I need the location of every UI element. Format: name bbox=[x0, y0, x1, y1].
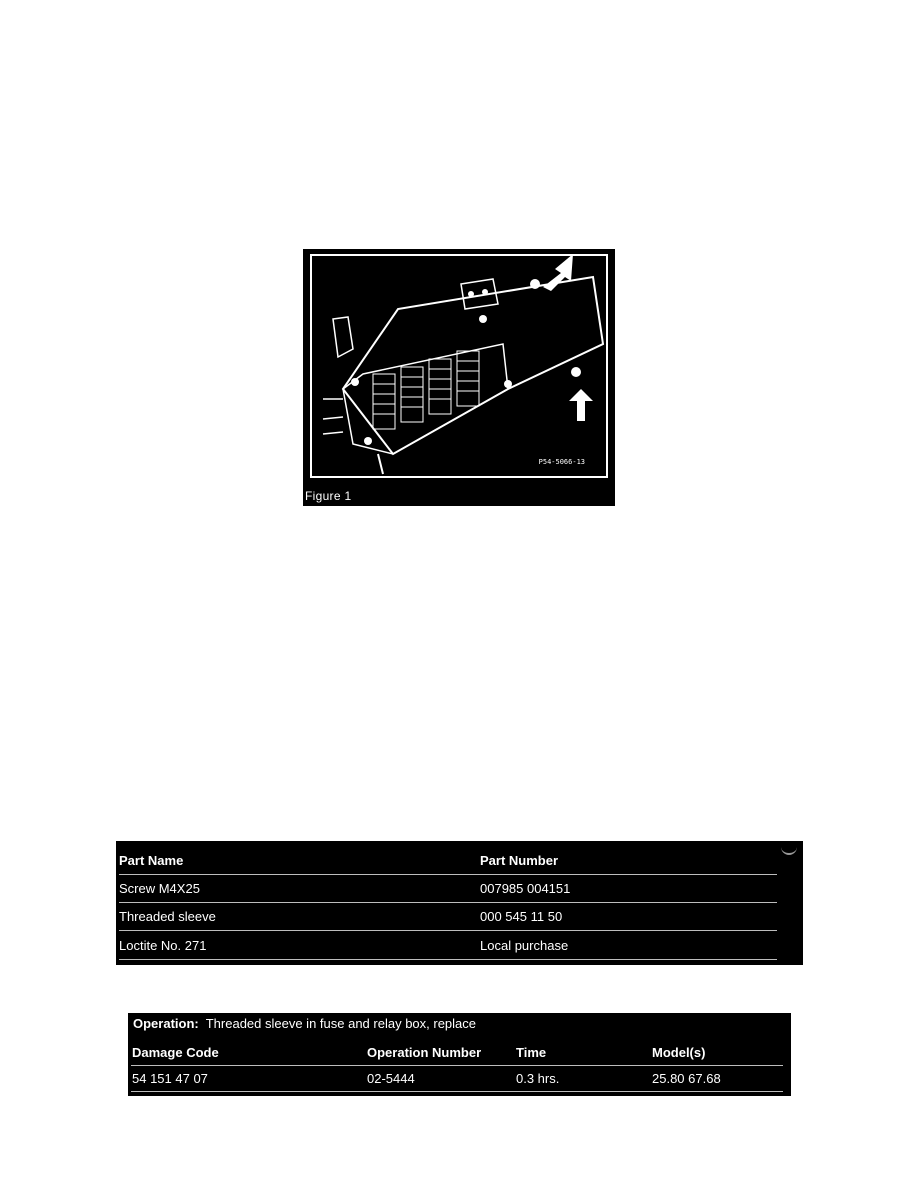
part-name-header: Part Name bbox=[119, 853, 184, 868]
operation-number-cell: 02-5444 bbox=[367, 1071, 415, 1086]
part-name-cell: Threaded sleeve bbox=[119, 909, 216, 924]
part-number-cell: 000 545 11 50 bbox=[480, 909, 563, 924]
table-row bbox=[119, 932, 777, 960]
part-name-cell: Screw M4X25 bbox=[119, 881, 200, 896]
time-cell: 0.3 hrs. bbox=[516, 1071, 560, 1086]
operation-header-row bbox=[131, 1040, 783, 1066]
operation-value: Threaded sleeve in fuse and relay box, replace bbox=[205, 1016, 477, 1031]
decorative-mark bbox=[781, 847, 797, 855]
part-number-cell: 007985 004151 bbox=[480, 881, 571, 896]
table-row bbox=[119, 903, 777, 931]
part-number-header: Part Number bbox=[480, 853, 559, 868]
table-row bbox=[119, 875, 777, 903]
time-header: Time bbox=[516, 1045, 547, 1060]
part-number-cell: Local purchase bbox=[480, 938, 569, 953]
operation-table bbox=[128, 1013, 791, 1096]
damage-code-header: Damage Code bbox=[132, 1045, 219, 1060]
operation-label: Operation: bbox=[133, 1016, 199, 1031]
parts-table bbox=[116, 841, 803, 965]
parts-header-row bbox=[119, 847, 777, 875]
operation-title bbox=[133, 1016, 476, 1031]
damage-code-cell: 54 151 47 07 bbox=[132, 1071, 208, 1086]
figure-code: P54-5066-13 bbox=[538, 458, 585, 466]
part-name-cell: Loctite No. 271 bbox=[119, 938, 207, 953]
table-row bbox=[131, 1066, 783, 1092]
figure-1 bbox=[303, 249, 615, 506]
fuse-relay-box-illustration bbox=[303, 249, 615, 506]
models-cell: 25.80 67.68 bbox=[652, 1071, 721, 1086]
figure-caption: Figure 1 bbox=[305, 489, 352, 503]
operation-number-header: Operation Number bbox=[367, 1045, 482, 1060]
models-header: Model(s) bbox=[652, 1045, 706, 1060]
